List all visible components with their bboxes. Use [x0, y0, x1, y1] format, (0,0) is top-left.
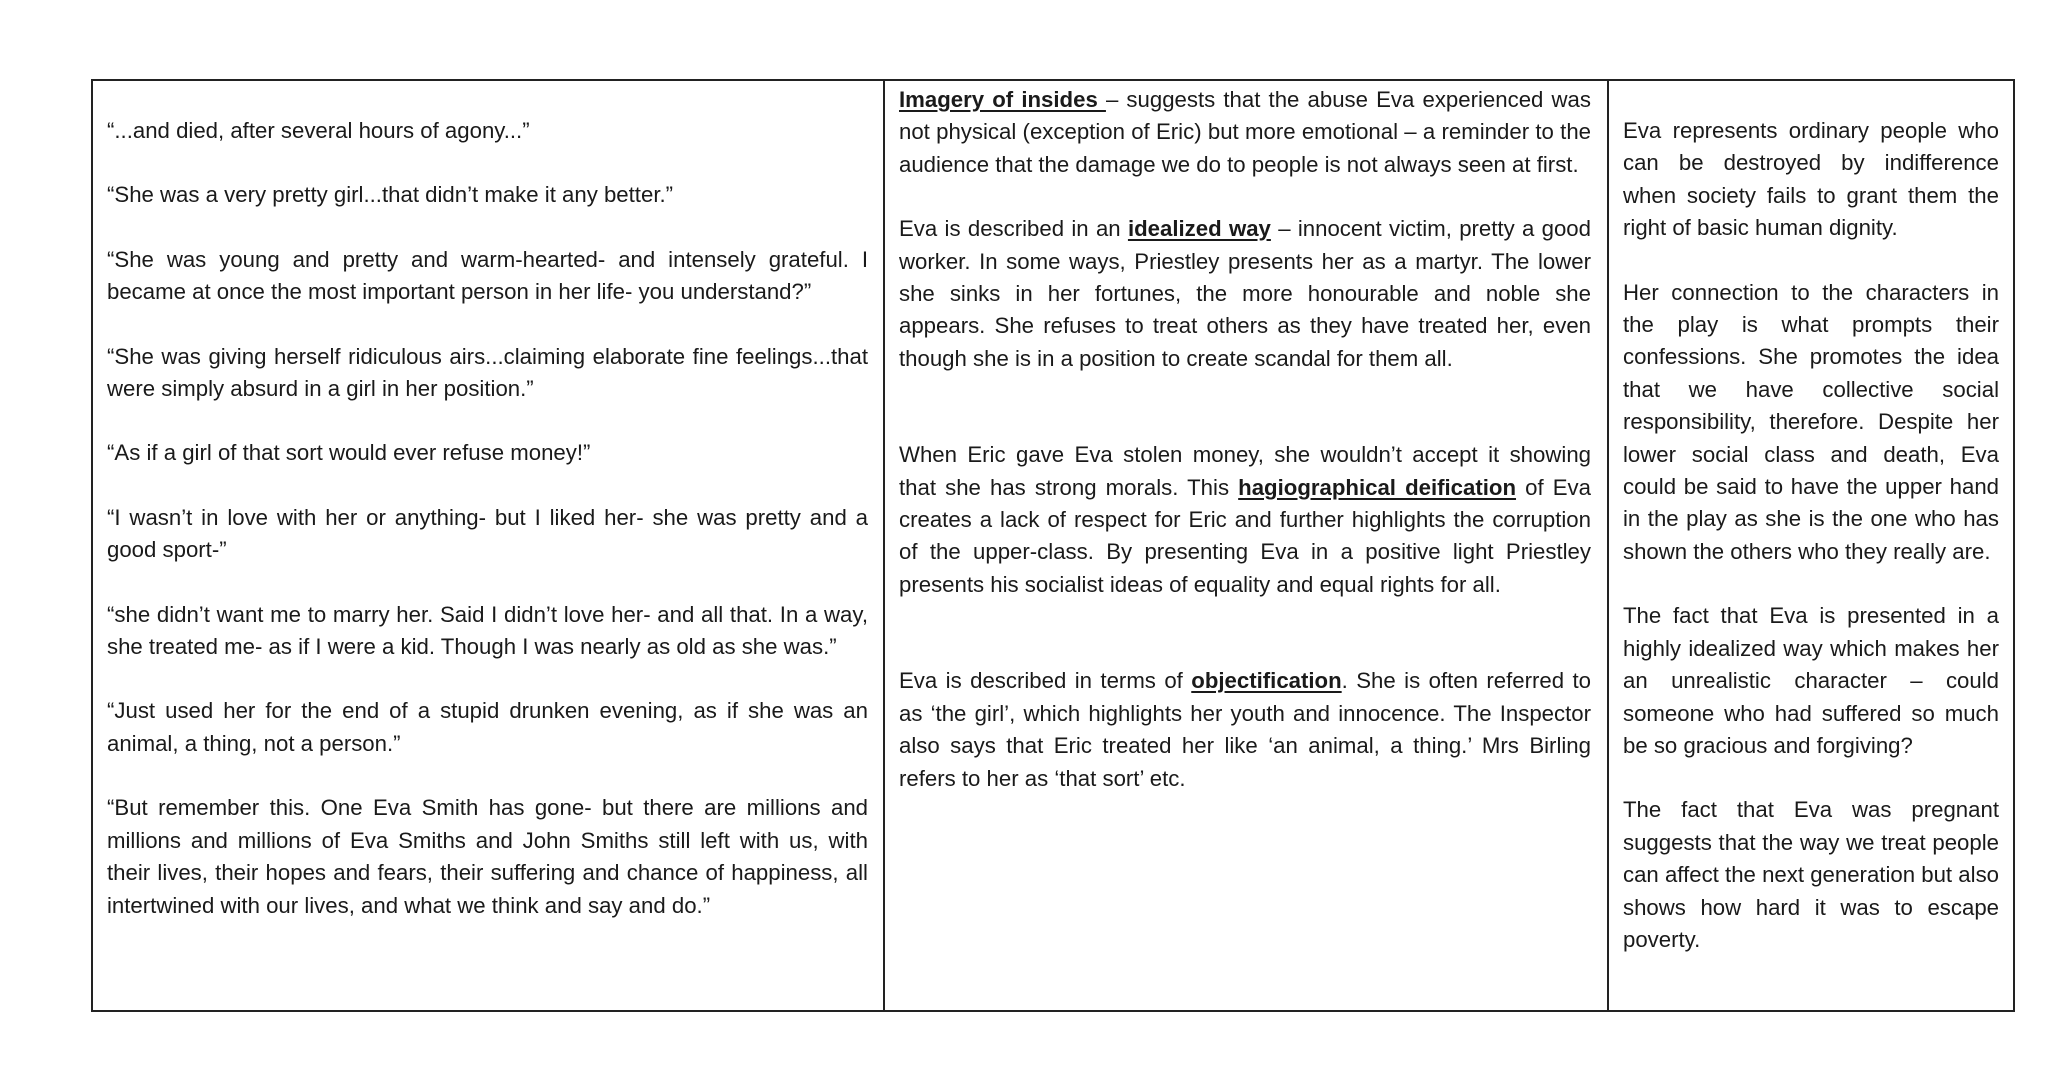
quote: “She was giving herself ridiculous airs...claiming elaborate fine feelings...that were simply absurd in a girl in her position.” — [107, 343, 868, 402]
quotes-column — [93, 81, 885, 1010]
quote: “She was young and pretty and warm-hearted- and intensely grateful. I became at once the most important person in her life- you understand?” — [107, 246, 868, 305]
analysis-paragraph-hagiographical — [899, 439, 1591, 601]
context-paragraph: Eva represents ordinary people who can be destroyed by indifference when society fails to grant them the right of basic human dignity. — [1623, 118, 1999, 241]
analysis-text: Eva is described in terms of — [899, 668, 1192, 694]
quote: “...and died, after several hours of agony...” — [107, 118, 530, 143]
quote: “As if a girl of that sort would ever refuse money!” — [107, 440, 591, 466]
context-paragraph: The fact that Eva was pregnant suggests that the way we treat people can affect the next generation but also shows how hard it was to escape poverty. — [1623, 797, 1999, 952]
analysis-table — [91, 79, 2015, 1012]
analysis-text: . She is often referred to as ‘the girl’, which highlights her youth and innocence. The Inspector also says that Eric treated her like ‘an animal, a thing.’ Mrs Birling refers to her as ‘that sort’ etc. — [899, 668, 1592, 791]
context-paragraph: The fact that Eva is presented in a highly idealized way which makes her an unrealistic character – could someone who had suffered so much be so gracious and forgiving? — [1623, 603, 1999, 758]
analysis-paragraph-idealized — [899, 213, 1591, 375]
analysis-text: of Eva creates a lack of respect for Eric and further highlights the corruption of the upper-class. By presenting Eva in a positive light Priestley presents his socialist ideas of equality and equal rights for all. — [899, 474, 1591, 597]
quote: “She was a very pretty girl...that didn’t make it any better.” — [107, 182, 674, 208]
quote: “I wasn’t in love with her or anything- but I liked her- she was pretty and a good sport-” — [107, 504, 868, 563]
analysis-text: When Eric gave Eva stolen money, she wouldn’t accept it showing that she has strong morals. This — [899, 442, 1591, 500]
analysis-text: Eva is described in an — [899, 216, 1128, 242]
quote: “she didn’t want me to marry her. Said I didn’t love her- and all that. In a way, she treated me- as if I were a kid. Though I was nearly as old as she was.” — [107, 601, 868, 660]
context-column — [1609, 81, 2013, 1010]
key-term: objectification — [1191, 668, 1342, 694]
key-term: idealized way — [1127, 216, 1271, 242]
analysis-paragraph-insides — [899, 84, 1591, 181]
key-term: Imagery of insides — [899, 87, 1106, 112]
quote: “Just used her for the end of a stupid drunken evening, as if she was an animal, a thing, not a person.” — [107, 698, 868, 756]
key-term: hagiographical deification — [1238, 474, 1517, 500]
context-paragraph: Her connection to the characters in the play is what prompts their confessions. She promotes the idea that we have collective social responsibility, therefore. Despite her lower social class and death, Eva could be said to have the upper hand in the play as she is the one who has shown the others who they really are. — [1623, 279, 1999, 564]
analysis-text: – innocent victim, pretty a good worker. In some ways, Priestley presents her as a martyr. The lower she sinks in her fortunes, the more honourable and noble she appears. She refuses to treat others as they have treated her, even though she is in a position to create scandal for them all. — [899, 216, 1591, 371]
analysis-paragraph-objectification — [899, 665, 1591, 795]
quote: “But remember this. One Eva Smith has gone- but there are millions and millions and millions of Eva Smiths and John Smiths still left with us, with their lives, their hopes and fears, their suffering and chance of happiness, all intertwined with our lives, and what we think and say and do.” — [107, 795, 868, 918]
analysis-text: – suggests that the abuse Eva experienced was not physical (exception of Eric) but more emotional – a reminder to the audience that the damage we do to people is not always seen at first. — [899, 87, 1591, 177]
analysis-column — [885, 81, 1609, 1010]
